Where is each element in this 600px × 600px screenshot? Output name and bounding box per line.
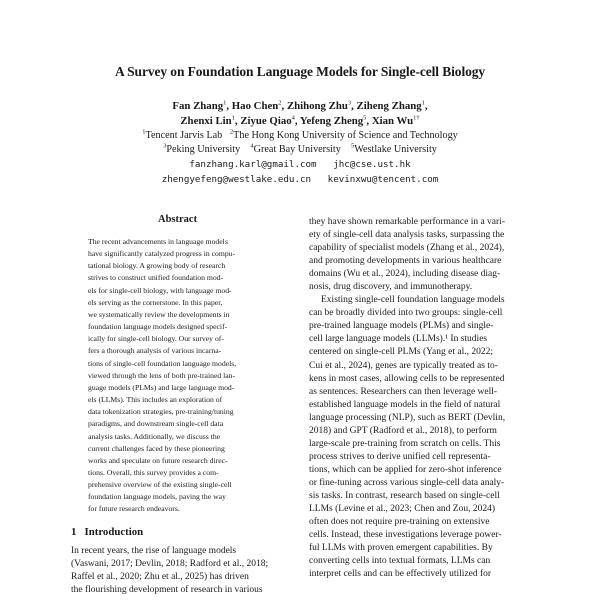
body-line: they have shown remarkable performance in a vari-: [309, 217, 505, 227]
author-name: Zhenxi Lin: [180, 115, 232, 127]
body-line: kens in most cases, allowing cells to be represented: [309, 373, 505, 384]
author-affiliation-mark: 3: [347, 99, 352, 107]
body-line: Cui et al., 2024), genes are typically treated as to-: [309, 360, 498, 371]
body-line: cells. Instead, these investigations leverage power-: [309, 530, 502, 541]
affiliation-number: 1: [142, 128, 146, 136]
abstract-line: strives to construct unified foundation mod-: [88, 273, 224, 283]
email: fanzhang.karl@gmail.com: [189, 159, 317, 170]
abstract-line: paradigms, and downstream single-cell data: [88, 419, 224, 429]
body-line: as sentences. Researchers can then leverage well-: [309, 386, 498, 397]
affiliation-number: 2: [229, 128, 234, 136]
author-name: Hao Chen: [231, 100, 279, 112]
abstract-line: viewed through the lens of both pre-trained lan-: [88, 370, 236, 380]
body-line: centered on single-cell PLMs (Yang et al., 2022;: [309, 347, 493, 358]
email: zhengyefeng@westlake.edu.cn: [161, 174, 312, 185]
email-line-2: [0, 174, 600, 185]
affiliation-name: Westlake University: [354, 144, 437, 155]
author-name: Xian Wu: [371, 115, 414, 127]
affiliation-line-1: [0, 130, 600, 141]
abstract-line: foundation language models designed specif-: [88, 322, 228, 332]
abstract-line: we systematically review the developments in: [88, 309, 230, 319]
author-name: Zhihong Zhu: [286, 100, 348, 112]
intro-line: the flourishing development of research in various: [71, 585, 263, 596]
abstract-line: analysis tasks. Additionally, we discuss the: [88, 431, 221, 441]
affiliation-name: Peking University: [166, 144, 241, 155]
intro-line: (Vaswani, 2017; Devlin, 2018; Radford et al., 2018;: [71, 559, 269, 570]
abstract-line: for future research endeavors.: [88, 504, 180, 514]
intro-line: In recent years, the rise of language models: [71, 546, 237, 556]
abstract-line: guage models (PLMs) and large language mod-: [88, 382, 235, 392]
affiliation-number: 3: [163, 142, 167, 150]
body-line: ful LLMs with proven emergent capabilities. By: [309, 543, 493, 554]
author-affiliation-mark: 1†: [413, 114, 420, 122]
body-line: cell large language models (LLMs).¹ In studies: [309, 334, 488, 345]
author-affiliation-mark: 5: [363, 114, 367, 122]
intro-heading: [71, 526, 143, 538]
intro-body: [71, 545, 268, 597]
abstract-line: The recent advancements in language models: [88, 237, 228, 246]
body-line: process strives to derive unified cell representa-: [309, 451, 491, 462]
body-line: language processing (NLP), such as BERT (Devlin,: [309, 412, 506, 423]
affiliation-number: 5: [350, 142, 355, 150]
body-line: pre-trained language models (PLMs) and single-: [309, 321, 494, 332]
author-affiliation-mark: 2: [278, 99, 282, 107]
abstract-line: fers a thorough analysis of various incarna-: [88, 346, 222, 356]
email-line-1: [0, 159, 600, 170]
body-line: often does not require pre-training on extensive: [309, 517, 490, 528]
abstract-line: works and speculate on future research direc-: [88, 455, 228, 465]
abstract-line: els serving as the cornerstone. In this paper,: [88, 297, 223, 307]
abstract-line: tational biology. A growing body of research: [88, 261, 226, 271]
abstract-line: current challenges faced by these pioneering: [88, 443, 225, 453]
abstract-line: els for single-cell biology, with language mod-: [88, 285, 232, 295]
body-line: nosis, drug discovery, and immunotherapy.: [309, 282, 473, 293]
abstract-line: tions. Overall, this survey provides a com-: [88, 467, 219, 477]
affiliation-name: The Hong Kong University of Science and Technology: [233, 130, 458, 141]
paper-title: A Survey on Foundation Language Models for Single-cell Biology: [114, 64, 486, 79]
abstract-line: ically for single-cell biology. Our survey of-: [88, 334, 224, 344]
abstract-heading: Abstract: [158, 214, 198, 225]
body-line: capability of specialist models (Zhang et al., 2024),: [309, 243, 505, 254]
body-line: can be broadly divided into two groups: single-cell: [309, 308, 503, 319]
abstract-line: foundation language models, paving the way: [88, 492, 226, 502]
section-number: 1: [71, 526, 77, 538]
author-name: Fan Zhang: [172, 100, 224, 112]
email: jhc@cse.ust.hk: [333, 159, 411, 170]
abstract-line: data tokenization strategies, pre-training/tuning: [88, 407, 234, 417]
body-line: large-scale pre-training from scratch on cells. This: [309, 438, 501, 449]
body-line: Existing single-cell foundation language models: [321, 295, 505, 306]
right-column-body: [309, 216, 505, 581]
affiliation-line-2: [0, 144, 600, 155]
author-affiliation-mark: 1: [223, 99, 227, 107]
author-affiliation-mark: 1: [421, 99, 425, 107]
author-name: Ziheng Zhang: [356, 100, 422, 112]
author-name: Yefeng Zheng: [299, 115, 364, 127]
body-line: converting cells into textual formats, LLMs can: [309, 556, 491, 567]
abstract-line: els (LLMs). This includes an exploration of: [88, 395, 223, 405]
body-line: interpret cells and can be effectively utilized for: [309, 569, 492, 580]
abstract-line: tions of single-cell foundation language models,: [88, 358, 237, 368]
abstract-line: prehensive overview of the existing single-cell: [88, 480, 232, 490]
intro-line: Raffel et al., 2020; Zhu et al., 2025) has driven: [71, 572, 249, 583]
abstract-line: have significantly catalyzed progress in compu-: [88, 249, 236, 259]
body-line: established language models in the field of natural: [309, 399, 501, 410]
body-line: ety of single-cell data analysis tasks, surpassing the: [309, 230, 505, 241]
author-line-1: Fan Zhang$^1$, Hao Chen$^2$, Zhihong Zhu$^3$, Ziheng Zhang$^1$,: [172, 99, 428, 112]
abstract-body: [88, 236, 236, 516]
affiliation-number: 4: [250, 142, 254, 150]
body-line: and promoting developments in various healthcare: [309, 256, 502, 267]
body-line: sis tasks. In contrast, research based on single-cell: [309, 490, 500, 501]
email: kevinxwu@tencent.com: [327, 174, 439, 185]
author-affiliation-mark: 4: [291, 114, 295, 122]
body-line: domains (Wu et al., 2024), including disease diag-: [309, 269, 501, 280]
body-line: or fine-tuning across various single-cell data analy-: [309, 477, 505, 488]
body-line: 2018) and GPT (Radford et al., 2018), to perform: [309, 425, 497, 436]
body-line: LLMs (Levine et al., 2023; Chen and Zou, 2024): [309, 504, 496, 515]
section-title: Introduction: [84, 526, 144, 538]
author-name: Ziyue Qiao: [240, 115, 292, 127]
body-line: tions, which can be applied for zero-shot inference: [309, 464, 502, 475]
affiliation-name: Tencent Jarvis Lab: [145, 130, 223, 141]
author-line-2: Zhenxi Lin$^1$, Ziyue Qiao$^4$, Yefeng Zheng$^5$, Xian $Wu^{1\dagger}$: [180, 114, 420, 127]
author-affiliation-mark: 1: [231, 114, 235, 122]
affiliation-name: Great Bay University: [253, 144, 341, 155]
